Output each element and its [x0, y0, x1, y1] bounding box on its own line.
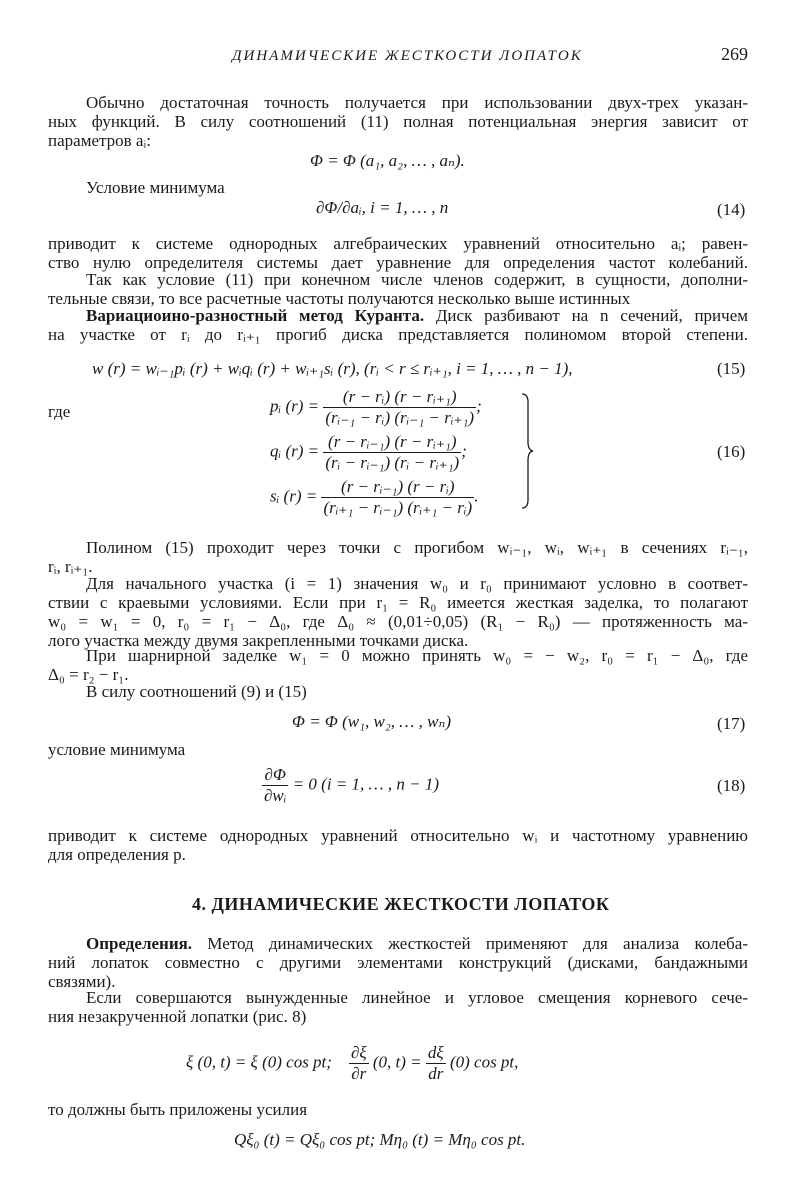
- paragraph-polynomial: [48, 538, 748, 576]
- text-run: Диск разбивают на n сечений, причем: [435, 306, 749, 325]
- equation-forces: Qξ₀ (t) = Qξ₀ cos pt; Mη₀ (t) = Mη₀ cos pt.: [234, 1130, 526, 1149]
- equation-15: w (r) = wᵢ₋₁pᵢ (r) + wᵢqᵢ (r) + wᵢ₊₁sᵢ (r), (rᵢ < r ≤ rᵢ₊₁, i = 1, … , n − 1),: [92, 359, 573, 378]
- equation-18: [262, 766, 439, 805]
- paragraph-forced-displacement: [48, 988, 748, 1026]
- numerator: (r − rᵢ₋₁) (r − rᵢ): [321, 478, 474, 498]
- text-line: Если совершаются вынужденные линейное и угловое смещения корневого сече-: [86, 988, 748, 1007]
- denominator: ∂wᵢ: [264, 786, 287, 805]
- fraction: [321, 478, 474, 517]
- text-line: приводит к системе однородных алгебраических уравнений относительно aᵢ; равен-: [48, 234, 748, 253]
- bold-heading: Определения.: [86, 934, 193, 953]
- text-line: Полином (15) проходит через точки с прогибом wᵢ₋₁, wᵢ, wᵢ₊₁ в сечениях rᵢ₋₁,: [86, 538, 748, 557]
- equation-part: ξ (0, t) = ξ (0) cos pt;: [186, 1052, 332, 1072]
- equation-14-number: (14): [717, 200, 746, 219]
- denominator: (rᵢ₊₁ − rᵢ₋₁) (rᵢ₊₁ − rᵢ): [323, 498, 473, 517]
- page-number: 269: [721, 44, 748, 64]
- paragraph-intro: [48, 93, 748, 150]
- denominator: (rᵢ − rᵢ₋₁) (rᵢ − rᵢ₊₁): [325, 453, 460, 472]
- equation-14: ∂Φ/∂aᵢ, i = 1, … , n: [316, 198, 449, 217]
- text-line: связями).: [48, 972, 116, 991]
- equation-17-number: (17): [717, 714, 746, 733]
- text-line: на участке от rᵢ до rᵢ₊₁ прогиб диска представляется полиномом второй степени.: [48, 325, 748, 344]
- equation-16-q: [270, 433, 467, 472]
- fraction: [349, 1044, 369, 1083]
- fraction: [323, 388, 476, 427]
- right-brace: [520, 392, 534, 510]
- text-line: При шарнирной заделке w₁ = 0 можно принять w₀ = − w₂, r₀ = r₁ − Δ₀, где: [86, 646, 748, 665]
- paragraph-definitions: [48, 934, 748, 991]
- running-header-title: ДИНАМИЧЕСКИЕ ЖЕСТКОСТИ ЛОПАТОК: [232, 48, 583, 64]
- numerator: (r − rᵢ₋₁) (r − rᵢ₊₁): [323, 433, 461, 453]
- paragraph-system: [48, 234, 748, 272]
- text-run: Метод динамических жесткостей применяют для анализа колеба-: [207, 934, 749, 953]
- lhs: pᵢ (r) =: [270, 396, 320, 416]
- equation-18-number: (18): [717, 776, 746, 795]
- text-line: ния незакрученной лопатки (рис. 8): [48, 1007, 307, 1026]
- text-line: ных функций. В силу соотношений (11) полная потенциальная энергия зависит от: [48, 112, 748, 131]
- text-line: ство нулю определителя системы дает уравнение для определения частот колебаний.: [48, 253, 748, 272]
- text-line: rᵢ, rᵢ₊₁.: [48, 557, 93, 576]
- paragraph-initial-section: [48, 574, 748, 650]
- numerator: ∂Φ: [262, 766, 288, 786]
- text-line: [48, 934, 748, 953]
- text-line: приводит к системе однородных уравнений относительно wᵢ и частотному уравнению: [48, 826, 748, 845]
- separator: ;: [461, 441, 467, 461]
- text-line: Δ₀ = r₂ − r₁.: [48, 665, 129, 684]
- numerator: (r − rᵢ) (r − rᵢ₊₁): [323, 388, 476, 408]
- where-label: где: [48, 402, 71, 421]
- equation-part: (0) cos pt,: [449, 1052, 519, 1072]
- equation-16-p: [270, 388, 482, 427]
- text-line: Так как условие (11) при конечном числе членов содержит, в сущности, дополни-: [86, 270, 748, 289]
- fraction: [262, 766, 288, 805]
- lhs: qᵢ (r) =: [270, 441, 320, 461]
- numerator: dξ: [427, 1043, 444, 1062]
- paragraph-frequency-equation: [48, 826, 748, 864]
- numerator: ∂ξ: [350, 1043, 367, 1062]
- min-condition-label: Условие минимума: [86, 178, 225, 197]
- equation-17: Φ = Φ (w₁, w₂, … , wₙ): [292, 712, 452, 731]
- fraction: [323, 433, 461, 472]
- min-condition-label-2: условие минимума: [48, 740, 186, 759]
- text-line: лого участка между двумя закрепленными точками диска.: [48, 631, 469, 650]
- denominator: ∂r: [351, 1064, 367, 1083]
- equation-part: (0, t) =: [372, 1052, 422, 1072]
- paragraph-relations: В силу соотношений (9) и (15): [86, 682, 307, 701]
- fraction: [426, 1044, 446, 1083]
- text-line: для определения p.: [48, 845, 186, 864]
- lhs: sᵢ (r) =: [270, 486, 318, 506]
- text-line: [48, 306, 748, 325]
- separator: ;: [476, 396, 482, 416]
- separator: .: [474, 486, 479, 506]
- text-line: ний лопаток совместно с другими элементами конструкций (дисками, бандажными: [48, 953, 748, 972]
- text-line: w₀ = w₁ = 0, r₀ = r₁ − Δ₀, где Δ₀ ≈ (0,01÷0,05) (R₁ − R₀) — протяженность ма-: [48, 612, 748, 631]
- paragraph-forces: то должны быть приложены усилия: [48, 1100, 308, 1119]
- denominator: dr: [428, 1064, 444, 1083]
- paragraph-constraints: [48, 270, 748, 308]
- text-line: Для начального участка (i = 1) значения w₀ и r₀ принимают условно в соответ-: [86, 574, 748, 593]
- equation-displacement: [186, 1044, 518, 1083]
- text-line: тельные связи, то все расчетные частоты получаются несколько выше истинных: [48, 289, 631, 308]
- equation-15-number: (15): [717, 359, 746, 378]
- bold-heading: Вариациоино-разностный метод Куранта.: [86, 306, 425, 325]
- equation-phi-a: Φ = Φ (a₁, a₂, … , aₙ).: [310, 151, 465, 170]
- text-line: Обычно достаточная точность получается при использовании двух-трех указан-: [86, 93, 748, 112]
- paragraph-hinged: [48, 646, 748, 684]
- paragraph-courant: [48, 306, 748, 344]
- text-line: ствии с краевыми условиями. Если при r₁ = R₀ имеется жесткая заделка, то полагают: [48, 593, 748, 612]
- section-heading: 4. ДИНАМИЧЕСКИЕ ЖЕСТКОСТИ ЛОПАТОК: [192, 894, 610, 914]
- equation-16-s: [270, 478, 478, 517]
- text-line: параметров aᵢ:: [48, 131, 151, 150]
- equation-rest: = 0 (i = 1, … , n − 1): [292, 774, 440, 794]
- denominator: (rᵢ₋₁ − rᵢ) (rᵢ₋₁ − rᵢ₊₁): [325, 408, 475, 427]
- equation-16-number: (16): [717, 442, 746, 461]
